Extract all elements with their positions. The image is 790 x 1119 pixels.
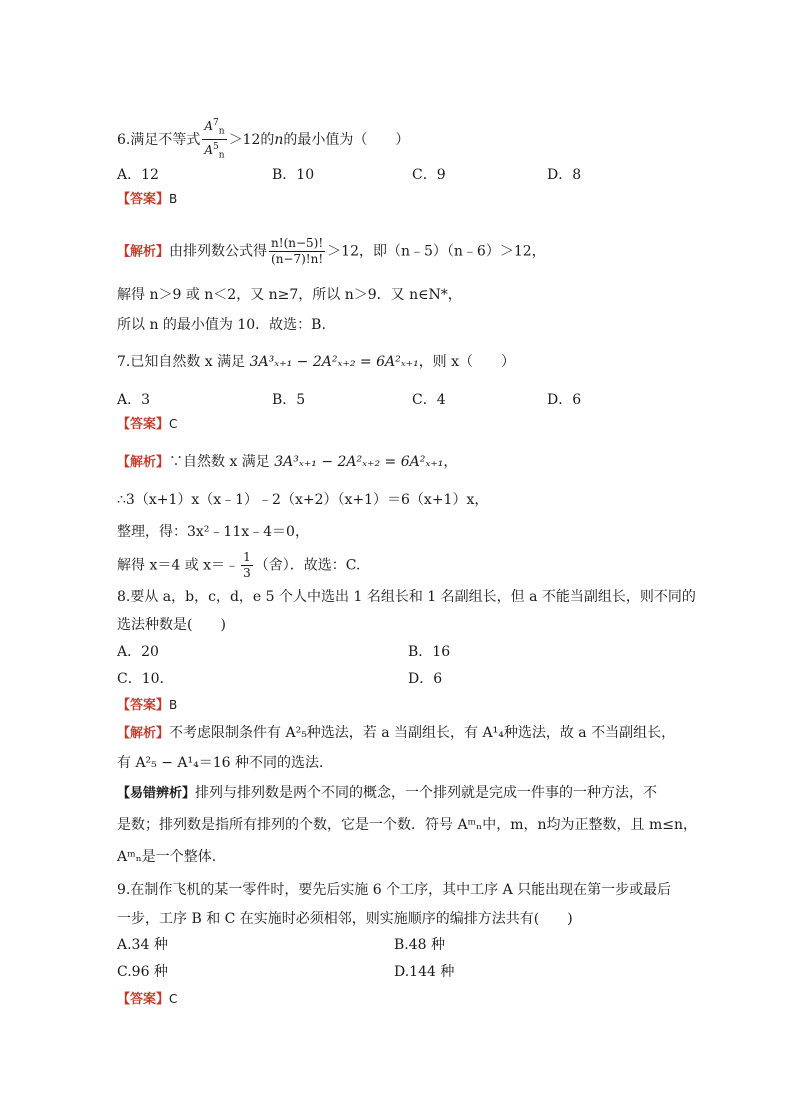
q8-error-line2: 是数；排列数是指所有排列的个数，它是一个数．符号 Aᵐₙ中，m，n均为正整数，且 m≤n，	[117, 817, 697, 833]
q6-frac-num-sup: 7	[213, 118, 219, 128]
q7-option-d: D．6	[547, 392, 582, 408]
q6-fraction	[202, 116, 226, 164]
q7-answer	[117, 414, 177, 435]
q7-option-a: A．3	[117, 392, 151, 408]
q6-frac-den: A	[204, 143, 214, 158]
q6-option-c: C．9	[412, 167, 446, 183]
q6-option-b: B．10	[272, 167, 315, 183]
q9-option-b: B.48 种	[394, 937, 446, 953]
q7-stem	[117, 352, 515, 372]
q9-answer-label: 【答案】	[117, 992, 170, 1007]
q7-analysis	[117, 452, 457, 473]
q6-stem	[117, 116, 409, 164]
q6-stem-post: ＞12的	[228, 131, 275, 148]
q8-stem-line2: 选法种数是( )	[117, 617, 226, 633]
q8-analysis-line2: 有 A²₅ − A¹₄＝16 种不同的选法．	[117, 755, 334, 771]
q6-analysis-fraction	[269, 236, 325, 267]
q6-frac-num-sub: n	[218, 126, 225, 137]
q7-answer-label: 【答案】	[117, 417, 170, 432]
q8-stem-line1: 8.要从 a，b，c，d，e 5 个人中选出 1 名组长和 1 名副组长，但 a 不能当副组长，则不同的	[117, 589, 696, 605]
q9-stem-line1: 9.在制作飞机的某一零件时，要先后实施 6 个工序，其中工序 A 只能出现在第一步或最后	[117, 882, 672, 898]
q6-analysis-line3: 所以 n 的最小值为 10．故选：B.	[117, 317, 326, 333]
q8-option-b: B．16	[408, 644, 451, 660]
q6-analysis	[117, 236, 546, 267]
q7-analysis-label: 【解析】	[117, 455, 170, 470]
q8-answer-value: B	[169, 698, 178, 712]
q7-option-c: C．4	[412, 392, 446, 408]
q6-answer-value: B	[169, 192, 178, 206]
q9-answer	[117, 989, 177, 1010]
q6-frac-num: A	[204, 119, 214, 133]
q6-analysis-post: ＞12，即（n﹣5）（n﹣6）＞12，	[327, 243, 546, 260]
q6-frac-den-sup: 5	[213, 142, 219, 153]
q9-option-d: D.144 种	[394, 964, 455, 980]
q7-analysis-end: ，	[443, 454, 458, 470]
q7-answer-value: C	[169, 417, 178, 431]
q7-line4-pre: 解得 x＝4 或 x＝﹣	[117, 557, 240, 574]
q8-answer-label: 【答案】	[117, 698, 170, 713]
q7-line4-fraction	[241, 550, 253, 581]
q7-stem-pre: 7.已知自然数 x 满足	[117, 354, 250, 370]
q9-option-c: C.96 种	[117, 964, 168, 980]
q6-analysis-frac-den: (n−7)!n!	[271, 252, 324, 266]
q7-analysis-line4	[117, 550, 360, 581]
q6-option-a: A．12	[117, 167, 159, 183]
q7-stem-end: ，则 x（ ）	[418, 354, 516, 370]
q8-option-a: A．20	[117, 644, 159, 660]
q6-option-d: D．8	[547, 167, 582, 183]
q7-stem-formula: 3A³ₓ₊₁ − 2A²ₓ₊₂ = 6A²ₓ₊₁	[249, 354, 419, 370]
q8-option-d: D．6	[408, 671, 443, 687]
q6-answer-label: 【答案】	[117, 192, 170, 207]
q8-error-label: 【易错辨析】	[117, 786, 196, 801]
q6-stem-pre: 6.满足不等式	[117, 131, 201, 148]
q8-option-c: C．10.	[117, 671, 164, 687]
q8-analysis-label: 【解析】	[117, 726, 170, 741]
q8-error-line3: Aᵐₙ是一个整体．	[117, 849, 226, 865]
q6-answer	[117, 189, 177, 210]
q8-error-note	[117, 783, 657, 804]
q6-analysis-frac-num: n!(n−5)!	[271, 236, 324, 250]
q7-line4-num: 1	[243, 550, 251, 564]
q7-analysis-line2: ∴3（x+1）x（x﹣1）﹣2（x+2）（x+1）＝6（x+1）x，	[117, 492, 489, 508]
q7-analysis-formula: 3A³ₓ₊₁ − 2A²ₓ₊₂ = 6A²ₓ₊₁	[274, 454, 444, 470]
q6-analysis-pre: 由排列数公式得	[169, 243, 268, 260]
q7-line4-post: （舍）．故选：C.	[254, 557, 361, 574]
q8-analysis	[117, 723, 675, 744]
q7-option-b: B．5	[272, 392, 306, 408]
q8-error-text: 排列与排列数是两个不同的概念，一个排列就是完成一件事的一种方法，不	[195, 785, 658, 801]
q6-stem-var: n	[274, 131, 284, 148]
q7-analysis-text: ∵自然数 x 满足	[169, 454, 275, 470]
q8-analysis-text: 不考虑限制条件有 A²₅种选法，若 a 当副组长，有 A¹₄种选法，故 a 不当副组长，	[169, 725, 676, 741]
q9-option-a: A.34 种	[117, 937, 168, 953]
q7-line4-den: 3	[243, 566, 251, 580]
q6-analysis-label: 【解析】	[117, 244, 170, 260]
q9-answer-value: C	[169, 992, 178, 1006]
q8-answer	[117, 695, 177, 716]
q7-analysis-line3: 整理，得：3x²﹣11x﹣4＝0，	[117, 524, 309, 540]
q6-frac-den-sub: n	[218, 150, 225, 161]
q6-stem-end: 的最小值为（ ）	[283, 131, 410, 148]
q6-analysis-line2: 解得 n＞9 或 n＜2，又 n≥7，所以 n＞9．又 n∈N*，	[117, 287, 462, 303]
q9-stem-line2: 一步，工序 B 和 C 在实施时必须相邻，则实施顺序的编排方法共有( )	[117, 911, 573, 927]
